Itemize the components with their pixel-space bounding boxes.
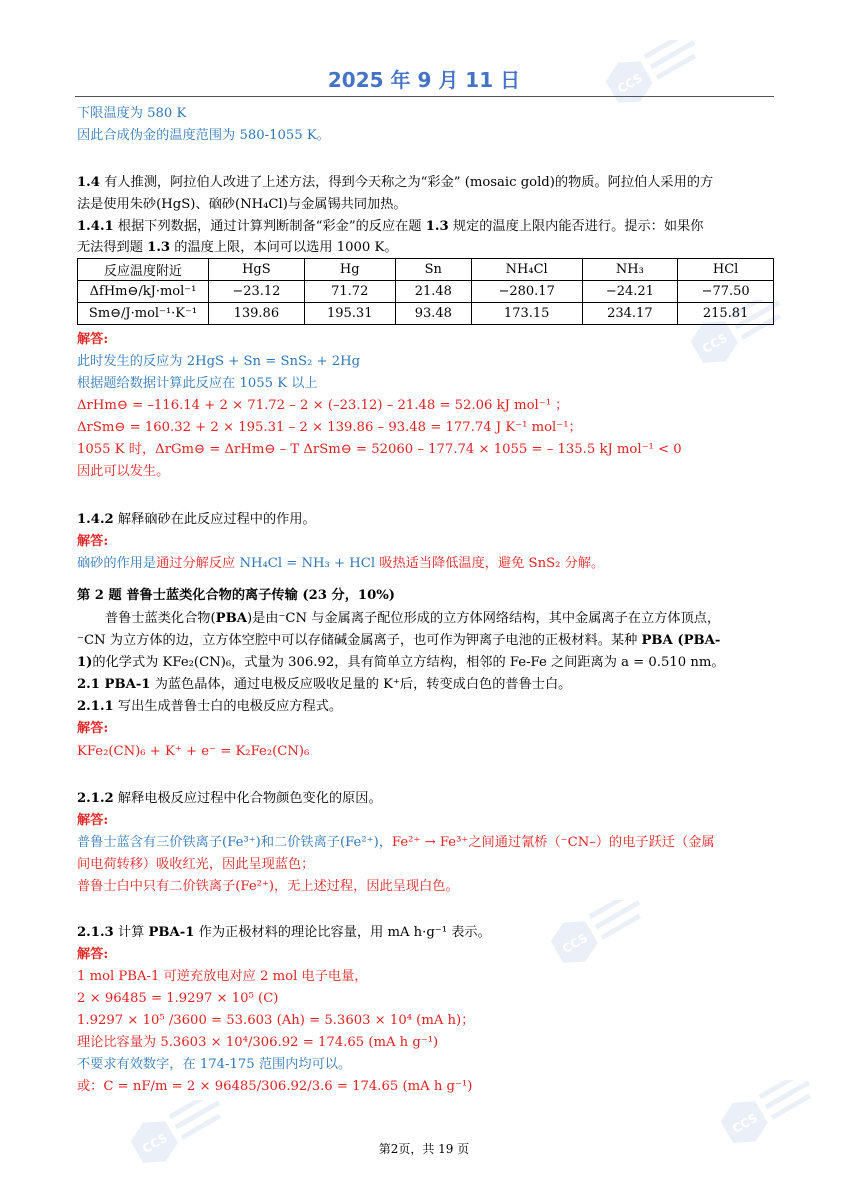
question-ref: 1.3 (147, 240, 171, 255)
answer-label: 解答: (77, 721, 109, 736)
table-header-cell: Hg (304, 259, 395, 281)
answer-label: 解答: (77, 534, 109, 549)
answer-1-4-1-line-1: 此时发生的反应为 2HgS + Sn = SnS₂ + 2Hg (77, 354, 361, 369)
answer-1-4-1-line-6: 因此可以发生。 (77, 464, 170, 479)
ccs-logo-icon (690, 1080, 840, 1175)
answer-2-1-2-line-3 (77, 878, 459, 895)
answer-text: 无上述过程，因此呈现白色。 (287, 879, 459, 894)
table-cell: 139.86 (209, 303, 305, 325)
svg-text:CCS: CCS (140, 1130, 170, 1157)
question-2-1-3 (77, 924, 491, 941)
answer-text: 通过分解反应 (156, 556, 240, 571)
question-number: 2.1.2 (77, 791, 114, 806)
question-text: 作为正极材料的理论比容量，用 mA h·g⁻¹ 表示。 (194, 925, 491, 940)
svg-text:CCS: CCS (700, 330, 730, 357)
table-cell: 173.15 (471, 303, 582, 325)
svg-text:CCS: CCS (560, 930, 590, 957)
question-2-para-line-3 (77, 654, 725, 671)
para-term: PBA (215, 611, 247, 626)
svg-text:CCS: CCS (615, 70, 645, 97)
svg-text:CCS: CCS (730, 1110, 760, 1137)
table-cell: −24.21 (582, 281, 678, 303)
table-cell: −77.50 (678, 281, 774, 303)
answer-2-1-3-line-5: 不要求有效数字，在 174-175 范围内均可以。 (77, 1057, 352, 1072)
question-2-para-line-1 (105, 610, 720, 627)
question-text: 写出生成普鲁士白的电极反应方程式。 (113, 699, 343, 714)
answer-text: 硇砂的作用是 (77, 556, 157, 571)
question-1-4-line-1 (77, 174, 713, 191)
question-number: 2.1.1 (77, 699, 114, 714)
answer-text: Fe²⁺ → Fe³⁺之间 (391, 835, 495, 850)
page-date-title: 2025 年 9 月 11 日 (327, 68, 521, 92)
question-2-1 (77, 676, 571, 693)
answer-1-4-1-line-2: 根据题给数据计算此反应在 1055 K 以上 (77, 376, 318, 391)
table-cell: 21.48 (395, 281, 471, 303)
answer-label: 解答: (77, 947, 109, 962)
answer-text: 通过氰桥（⁻CN–）的电子跃迁（金属 (494, 835, 715, 850)
answer-2-1-3-line-1: 1 mol PBA-1 可逆充放电对应 2 mol 电子电量， (77, 969, 368, 984)
para-text: 普鲁士蓝类化合物( (105, 611, 216, 626)
table-header-cell: 反应温度附近 (78, 259, 209, 281)
table-header-row (78, 259, 774, 281)
question-1-4-line-2: 法是使用朱砂(HgS)、硇砂(NH₄Cl)与金属锡共同加热。 (77, 197, 407, 212)
question-text: 的温度上限，本问可以选用 1000 K。 (170, 240, 398, 255)
question-text: 计算 (113, 925, 149, 940)
answer-1-4-2-line (77, 555, 604, 572)
answer-text: 普鲁士蓝含有三价铁离子(Fe³⁺)和二价铁离子(Fe²⁺)， (77, 835, 392, 850)
table-cell: 234.17 (582, 303, 678, 325)
question-text: 根据下列数据，通过计算判断制备“彩金”的反应在题 (113, 219, 426, 234)
answer-2-1-3-line-3: 1.9297 × 10⁵ /3600 = 53.603 (Ah) = 5.3603 × 10⁴ (mA h)； (77, 1013, 475, 1028)
question-text: 解释硇砂在此反应过程中的作用。 (113, 512, 316, 527)
watermark-logo (660, 300, 810, 395)
question-1-4-1-line-1 (77, 218, 703, 235)
answer-2-1-3-line-4: 理论比容量为 5.3603 × 10⁴/306.92 = 174.65 (mA h g⁻¹) (77, 1035, 439, 1050)
table-header-cell: Sn (395, 259, 471, 281)
para-term: 1) (77, 655, 93, 670)
para-term: PBA (PBA- (641, 633, 721, 648)
table-header-cell: NH₃ (582, 259, 678, 281)
para-text: ⁻CN 为立方体的边，立方体空腔中可以存储碱金属离子，也可作为钾离子电池的正极材料。某种 (77, 633, 642, 648)
question-text: 规定的温度上限内能否进行。提示：如果你 (448, 219, 704, 234)
watermark-logo (690, 1080, 840, 1175)
table-header-cell: HCl (678, 259, 774, 281)
question-number: 2.1.3 (77, 925, 114, 940)
question-2-1-2 (77, 790, 382, 807)
table-cell: 195.31 (304, 303, 395, 325)
question-2-title: 第 2 题 普鲁士蓝类化合物的离子传输 (23 分，10%) (77, 588, 396, 603)
question-number: 1.4.1 (77, 219, 114, 234)
answer-2-1-2-line-2: 间电荷转移）吸收红光，因此呈现蓝色； (77, 857, 315, 872)
table-cell: 93.48 (395, 303, 471, 325)
page-footer: 第2页，共 19 页 (378, 1142, 470, 1156)
question-number: 1.4 (77, 175, 100, 190)
question-1-4-2 (77, 511, 316, 528)
question-number: 2.1 (77, 677, 100, 692)
watermark-logo (575, 40, 725, 135)
answer-label: 解答: (77, 813, 109, 828)
table-cell: −280.17 (471, 281, 582, 303)
answer-2-1-3-line-2: 2 × 96485 = 1.9297 × 10⁵ (C) (77, 991, 279, 1006)
table-row-label: Sm⊖/J·mol⁻¹·K⁻¹ (78, 303, 209, 325)
question-text: 无法得到题 (77, 240, 148, 255)
watermark-logo (520, 900, 670, 995)
answer-2-1-3-line-6: 或：C = nF/m = 2 × 96485/306.92/3.6 = 174.65 (mA h g⁻¹) (77, 1079, 473, 1094)
intro-line-1: 下限温度为 580 K (77, 106, 187, 121)
ccs-logo-icon (100, 1100, 250, 1195)
ccs-logo-icon (520, 900, 670, 995)
answer-label: 解答: (77, 332, 109, 347)
para-term: PBA-1 (148, 925, 195, 940)
table-cell: −23.12 (209, 281, 305, 303)
answer-1-4-1-line-3: ΔrHm⊖ = –116.14 + 2 × 71.72 – 2 × (–23.12) – 21.48 = 52.06 kJ mol⁻¹ ； (77, 398, 569, 413)
question-1-4-1-line-2 (77, 239, 398, 256)
table-row-label: ΔfHm⊖/kJ·mol⁻¹ (78, 281, 209, 303)
answer-1-4-1-line-4: ΔrSm⊖ = 160.32 + 2 × 195.31 – 2 × 139.86 – 93.48 = 177.74 J K⁻¹ mol⁻¹； (77, 420, 582, 435)
ccs-logo-icon (660, 300, 810, 395)
answer-text: 吸热适当降低温度，避免 SnS₂ 分解。 (375, 556, 605, 571)
question-text: 为蓝色晶体，通过电极反应吸收足量的 K⁺后，转变成白色的普鲁士白。 (150, 677, 572, 692)
table-header-cell: HgS (209, 259, 305, 281)
table-cell: 71.72 (304, 281, 395, 303)
question-number: 1.4.2 (77, 512, 114, 527)
question-2-1-1 (77, 698, 342, 715)
ccs-logo-icon (575, 40, 725, 135)
question-ref: 1.3 (425, 219, 449, 234)
answer-equation: NH₄Cl = NH₃ + HCl (239, 556, 376, 571)
para-text: 的化学式为 KFe₂(CN)₆，式量为 306.92，具有简单立方结构，相邻的 Fe-Fe 之间距离为 a = 0.510 nm。 (92, 655, 725, 670)
answer-1-4-1-line-5: 1055 K 时，ΔrGm⊖ = ΔrHm⊖ – T ΔrSm⊖ = 52060 – 177.74 × 1055 = – 135.5 kJ mol⁻¹ < 0 (77, 442, 682, 457)
para-term: PBA-1 (99, 677, 151, 692)
watermark-logo (100, 1100, 250, 1195)
question-text: 有人推测，阿拉伯人改进了上述方法，得到今天称之为“彩金” (mosaic gold)的物质。阿拉伯人采用的方 (99, 175, 714, 190)
table-cell: 215.81 (678, 303, 774, 325)
question-text: 解释电极反应过程中化合物颜色变化的原因。 (113, 791, 382, 806)
table-header-cell: NH₄Cl (471, 259, 582, 281)
question-2-para-line-2 (77, 632, 720, 649)
answer-text: 普鲁士白中只有二价铁离子(Fe²⁺)， (77, 879, 288, 894)
intro-line-2: 因此合成伪金的温度范围为 580-1055 K。 (77, 128, 330, 143)
para-text: )是由⁻CN 与金属离子配位形成的立方体网络结构，其中金属离子在立方体顶点， (246, 611, 721, 626)
answer-2-1-1-line: KFe₂(CN)₆ + K⁺ + e⁻ = K₂Fe₂(CN)₆ (77, 744, 310, 759)
answer-2-1-2-line-1 (77, 834, 715, 851)
